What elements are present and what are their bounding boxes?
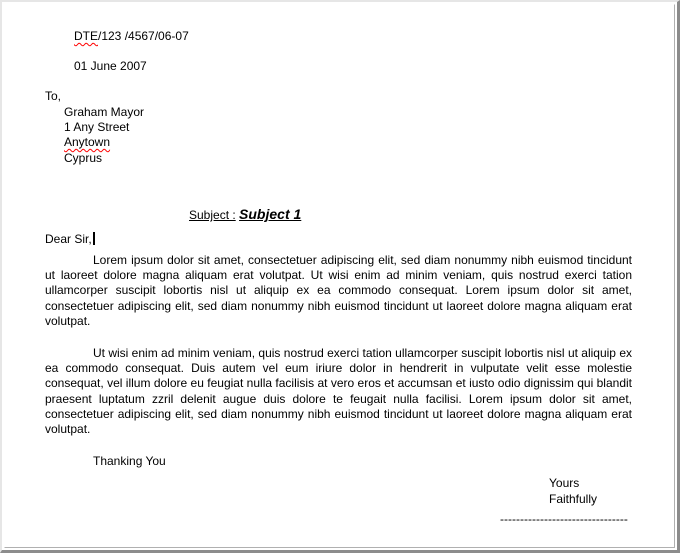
closing-text: Thanking You [93, 454, 166, 468]
recipient-name: Graham Mayor [64, 105, 145, 119]
recipient-country: Cyprus [64, 151, 103, 165]
subject-value: Subject 1 [239, 206, 302, 222]
reference-number-rest: /123 /4567/06-07 [98, 29, 189, 43]
spellcheck-flagged-town[interactable]: Anytown [64, 135, 111, 149]
subject-line [189, 207, 301, 223]
to-label: To, [45, 89, 62, 103]
body-paragraph-1: Lorem ipsum dolor sit amet, consectetuer adipiscing elit, sed diam nonummy nibh euismod tincidunt ut laoreet dolore magna aliquam erat volutpat. Ut wisi enim ad minim veniam, quis nostrud exerci tation ullamcorper suscipit lobortis nisl ut aliquip ex ea commodo consequat. Lorem ipsum dolor sit amet, consectetuer adipiscing elit, sed diam nonummy nibh euismod tincidunt ut laoreet dolore magna aliquam erat volutpat. [45, 253, 632, 328]
sign-off-yours: Yours [549, 476, 580, 490]
text-cursor [93, 232, 95, 245]
letter-date: 01 June 2007 [74, 59, 147, 73]
salutation-line [45, 232, 95, 247]
subject-label: Subject : [189, 208, 236, 222]
recipient-street: 1 Any Street [64, 120, 130, 134]
salutation: Dear Sir, [45, 232, 92, 246]
spellcheck-flagged-word[interactable]: DTE [74, 29, 98, 43]
sign-off-faithfully: Faithfully [549, 492, 598, 506]
body-paragraph-2: Ut wisi enim ad minim veniam, quis nostrud exerci tation ullamcorper suscipit lobortis nisl ut aliquip ex ea commodo consequat. Duis autem vel eum iriure dolor in hendrerit in vulputate velit esse molestie consequat, vel illum dolore eu feugiat nulla facilisis at vero eros et accumsan et iusto odio dignissim qui blandit praesent luptatum zzril delenit augue duis dolore te feugait nulla facilisi. Lorem ipsum dolor sit amet, consectetuer adipiscing elit, sed diam nonummy nibh euismod tincidunt ut laoreet dolore magna aliquam erat volutpat. [45, 346, 632, 437]
reference-number [74, 29, 189, 44]
recipient-town [64, 135, 110, 150]
signature-line: -------------------------------- [500, 512, 628, 526]
